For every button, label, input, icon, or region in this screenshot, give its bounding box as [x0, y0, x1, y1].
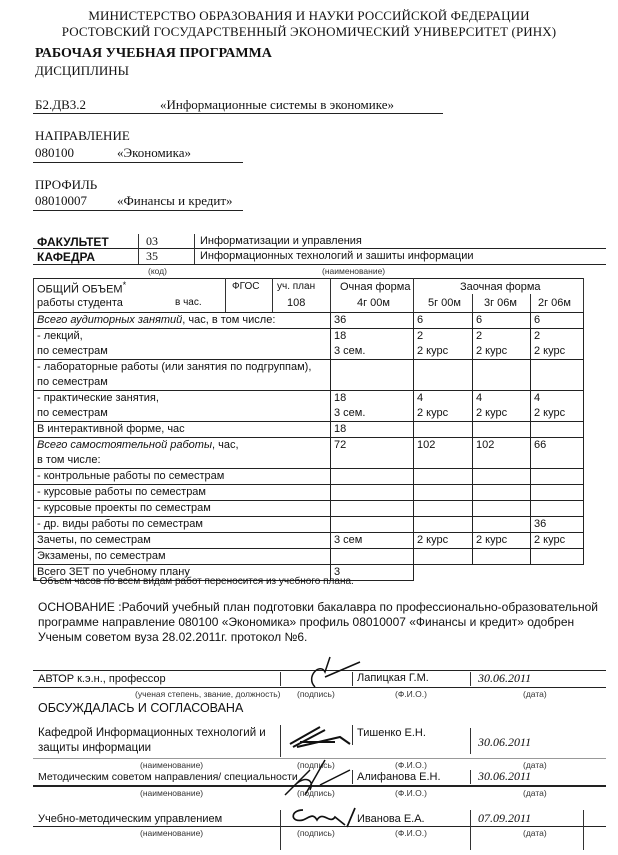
department-name: Информационных технологий и зашиты информации: [200, 250, 474, 262]
cell-value: 4: [417, 392, 424, 404]
value-cell: [473, 469, 531, 485]
cell-value: 6: [417, 314, 424, 326]
value-cell: [531, 313, 584, 329]
cell-value: [534, 469, 580, 484]
value-cell: [414, 517, 473, 533]
value-cell: [531, 360, 584, 391]
row-label-text: - лабораторные работы (или занятия по подгруппам),: [37, 361, 312, 373]
row-label-line: [37, 422, 327, 437]
value-cell: [331, 329, 414, 360]
approval-2-label: Методическим советом направления/ специальности: [38, 771, 298, 783]
cell-value: [417, 453, 469, 468]
cell-value: [334, 375, 410, 390]
name-caption: (наименование): [322, 266, 386, 276]
cell-value: 36: [534, 518, 547, 530]
value-cell: [331, 313, 414, 329]
cell-value: 2 курс: [417, 407, 449, 419]
cell-value: 2 курс: [534, 534, 566, 546]
approval-1-signature: [285, 722, 355, 752]
author-name: Лапицкая Г.М.: [357, 672, 429, 684]
faculty-label: ФАКУЛЬТЕТ: [37, 235, 109, 249]
row-label-text: - лекций,: [37, 330, 83, 342]
row-label-line: [37, 517, 327, 532]
row-label-text: по семестрам: [37, 407, 108, 419]
cell-value: 4: [534, 392, 541, 404]
author-role: АВТОР к.э.н., профессор: [38, 673, 166, 685]
row-label-line: [37, 533, 327, 548]
cell-value: [417, 422, 469, 437]
value-cell: [473, 438, 531, 469]
value-cell: [414, 422, 473, 438]
row-label: [34, 391, 331, 422]
hours-label: в час.: [175, 297, 202, 308]
cell-value: [334, 453, 410, 468]
cell-value: [476, 375, 527, 390]
profile-label: ПРОФИЛЬ: [35, 177, 98, 192]
cell-value: [334, 469, 410, 484]
value-cell: [473, 485, 531, 501]
table-row: [34, 360, 584, 391]
approval-1-date: 30.06.2011: [478, 735, 532, 749]
table-row: [34, 422, 584, 438]
row-label-line: [37, 549, 327, 564]
approval-3-date: 07.09.2011: [478, 811, 532, 825]
cell-value: 102: [417, 439, 436, 451]
approval-1-name-caption: (наименование): [140, 760, 204, 770]
cell-value: [534, 453, 580, 468]
cell-value: [476, 549, 527, 564]
basis-line-1: ОСНОВАНИЕ :Рабочий учебный план подготовки бакалавра по профессионально-образовательной: [38, 600, 599, 614]
approval-2-date: 30.06.2011: [478, 769, 532, 783]
approval-3-sign-caption: (подпись): [297, 828, 335, 838]
value-cell: [473, 517, 531, 533]
table-row: [34, 533, 584, 549]
cell-value: [417, 501, 469, 516]
row-label-line: [37, 438, 327, 453]
cell-value: [334, 517, 410, 532]
cell-value: [534, 422, 580, 437]
table-row: [34, 391, 584, 422]
value-cell: [414, 469, 473, 485]
cell-value: 6: [476, 314, 483, 326]
author-signature: [295, 652, 365, 692]
approval-3-date-caption: (дата): [523, 828, 547, 838]
value-cell: [414, 533, 473, 549]
table-row: [34, 517, 584, 533]
department-label: КАФЕДРА: [37, 250, 96, 264]
department-code: 35: [146, 249, 158, 263]
table-row: [34, 438, 584, 469]
approval-3-name: Иванова Е.А.: [357, 813, 425, 825]
table-row: [34, 313, 584, 329]
fio-caption: (Ф.И.О.): [395, 689, 427, 699]
row-label-line: [37, 360, 327, 375]
approval-2-name-caption: (наименование): [140, 788, 204, 798]
fgos-label: ФГОС: [232, 281, 260, 292]
value-cell: [531, 517, 584, 533]
row-label: [34, 438, 331, 469]
row-label-text: Зачеты, по семестрам: [37, 534, 151, 546]
row-label: [34, 469, 331, 485]
table-row: [34, 501, 584, 517]
value-cell: [531, 533, 584, 549]
row-label-text: - курсовые проекты по семестрам: [37, 502, 211, 514]
approval-1-sign-caption: (подпись): [297, 760, 335, 770]
table-row: [34, 469, 584, 485]
fulltime-term: 4г 00м: [357, 297, 390, 309]
row-label-text: в том числе:: [37, 454, 101, 466]
value-cell: [331, 422, 414, 438]
value-cell: [414, 485, 473, 501]
plan-value: 108: [287, 297, 306, 309]
value-cell: [414, 438, 473, 469]
cell-value: 3 сем.: [334, 407, 366, 419]
value-cell: [473, 501, 531, 517]
cell-value: [534, 360, 580, 375]
profile-code: 08010007: [35, 193, 87, 208]
cell-value: [417, 375, 469, 390]
row-label-line: [37, 501, 327, 516]
row-label: [34, 329, 331, 360]
value-cell: [531, 501, 584, 517]
value-cell: [473, 360, 531, 391]
row-label: [34, 360, 331, 391]
approval-3-signature: [285, 805, 360, 830]
cell-value: 66: [534, 439, 547, 451]
row-label: [34, 533, 331, 549]
cell-value: 3 сем.: [334, 345, 366, 357]
value-cell: [414, 549, 473, 565]
hours-table: [33, 312, 584, 581]
value-cell: [331, 517, 414, 533]
cell-value: [476, 501, 527, 516]
plan-label: уч. план: [277, 281, 316, 292]
row-label-text: по семестрам: [37, 376, 108, 388]
row-label: [34, 422, 331, 438]
table-row: [34, 549, 584, 565]
cell-value: [534, 549, 580, 564]
value-cell: [414, 313, 473, 329]
cell-value: 6: [534, 314, 541, 326]
row-label-line: [37, 313, 327, 328]
value-cell: [473, 549, 531, 565]
sign-caption: (подпись): [297, 689, 335, 699]
row-label-line: [37, 485, 327, 500]
cell-value: 2 курс: [417, 345, 449, 357]
cell-value: 72: [334, 439, 347, 451]
cell-value: [476, 469, 527, 484]
cell-value: [476, 485, 527, 500]
approval-1-date-caption: (дата): [523, 760, 547, 770]
approval-1-label-1: Кафедрой Информационных технологий и: [38, 727, 266, 739]
cell-value: 2 курс: [476, 407, 508, 419]
row-label: [34, 517, 331, 533]
direction-label: НАПРАВЛЕНИЕ: [35, 128, 130, 143]
cell-value: 2 курс: [476, 534, 508, 546]
parttime-term-1: 5г 00м: [428, 297, 461, 309]
value-cell: [473, 391, 531, 422]
discipline-code: Б2.ДВ3.2: [35, 97, 87, 112]
cell-value: 4: [476, 392, 483, 404]
value-cell: [414, 329, 473, 360]
approved-title: ОБСУЖДАЛАСЬ И СОГЛАСОВАНА: [38, 701, 244, 715]
value-cell: [531, 485, 584, 501]
cell-value: [417, 549, 469, 564]
approval-2-fio-caption: (Ф.И.О.): [395, 788, 427, 798]
parttime-term-3: 2г 06м: [538, 297, 571, 309]
value-cell: [331, 360, 414, 391]
cell-value: 2: [476, 330, 483, 342]
cell-value: [476, 422, 527, 437]
approval-2-date-caption: (дата): [523, 788, 547, 798]
value-cell: [331, 485, 414, 501]
author-date: 30.06.2011: [478, 671, 532, 685]
row-label-emphasis: Всего аудиторных занятий: [37, 314, 183, 326]
faculty-code: 03: [146, 234, 158, 248]
approval-1-fio-caption: (Ф.И.О.): [395, 760, 427, 770]
basis-line-3: Ученым советом вуза 28.02.2011г. протокол №6.: [38, 630, 308, 644]
doc-title: РАБОЧАЯ УЧЕБНАЯ ПРОГРАММА: [35, 46, 272, 61]
row-label-text: , час,: [212, 439, 239, 451]
cell-value: [334, 360, 410, 375]
approval-2-sign-caption: (подпись): [297, 788, 335, 798]
value-cell: [331, 391, 414, 422]
fulltime-label: Очная форма: [340, 281, 411, 293]
row-label-text: - контрольные работы по семестрам: [37, 470, 225, 482]
row-label-line: [37, 375, 327, 390]
row-label-emphasis: Всего самостоятельной работы: [37, 439, 213, 451]
cell-value: 2: [534, 330, 541, 342]
cell-value: 18: [334, 330, 347, 342]
row-label-text: В интерактивной форме, час: [37, 423, 185, 435]
direction-name: «Экономика»: [117, 145, 192, 160]
approval-1-name: Тишенко Е.Н.: [357, 727, 426, 739]
row-label-text: - др. виды работы по семестрам: [37, 518, 203, 530]
footnote: * Объем часов по всем видам работ переносится из учебного плана.: [33, 576, 354, 587]
row-label: [34, 485, 331, 501]
cell-value: 2: [417, 330, 424, 342]
row-label: [34, 313, 331, 329]
value-cell: [414, 501, 473, 517]
value-cell: [473, 422, 531, 438]
approval-2-name: Алифанова Е.Н.: [357, 771, 441, 783]
row-label-text: по семестрам: [37, 345, 108, 357]
cell-value: [417, 360, 469, 375]
role-caption: (ученая степень, звание, должность): [135, 689, 281, 699]
cell-value: 3 сем: [334, 534, 363, 546]
row-label-text: , час, в том числе:: [182, 314, 276, 326]
value-cell: [531, 329, 584, 360]
approval-1-label-2: защиты информации: [38, 742, 152, 754]
value-cell: [531, 549, 584, 565]
profile-name: «Финансы и кредит»: [117, 193, 233, 208]
row-label-text: Экзамены, по семестрам: [37, 550, 166, 562]
ministry-line: МИНИСТЕРСТВО ОБРАЗОВАНИЯ И НАУКИ РОССИЙСКОЙ ФЕДЕРАЦИИ: [88, 8, 530, 23]
value-cell: [331, 533, 414, 549]
row-label-text: Всего ЗЕТ по учебному плану: [37, 566, 190, 578]
code-caption: (код): [148, 266, 167, 276]
parttime-label: Заочная форма: [460, 281, 541, 293]
approval-3-name-caption: (наименование): [140, 828, 204, 838]
cell-value: 36: [334, 314, 347, 326]
value-cell: [531, 469, 584, 485]
cell-value: 2 курс: [476, 345, 508, 357]
value-cell: [473, 533, 531, 549]
date-caption: (дата): [523, 689, 547, 699]
value-cell: [531, 422, 584, 438]
cell-value: 2 курс: [534, 345, 566, 357]
parttime-term-2: 3г 06м: [484, 297, 517, 309]
table-row: [34, 485, 584, 501]
row-label-line: [37, 406, 327, 421]
value-cell: [414, 360, 473, 391]
cell-value: [334, 485, 410, 500]
value-cell: [473, 329, 531, 360]
cell-value: [534, 501, 580, 516]
value-cell: [331, 501, 414, 517]
row-label-line: [37, 329, 327, 344]
cell-value: [476, 453, 527, 468]
row-label-line: [37, 469, 327, 484]
row-label-line: [37, 453, 327, 468]
doc-subtitle: ДИСЦИПЛИНЫ: [35, 63, 130, 78]
value-cell: [331, 438, 414, 469]
cell-value: [534, 485, 580, 500]
cell-value: [476, 517, 527, 532]
cell-value: 3: [334, 566, 341, 578]
cell-value: [334, 501, 410, 516]
faculty-name: Информатизации и управления: [200, 235, 362, 247]
cell-value: [417, 469, 469, 484]
cell-value: 2 курс: [417, 534, 449, 546]
approval-3-label: Учебно-методическим управлением: [38, 813, 223, 825]
cell-value: 18: [334, 423, 347, 435]
cell-value: [476, 360, 527, 375]
value-cell: [331, 469, 414, 485]
cell-value: 102: [476, 439, 495, 451]
cell-value: 18: [334, 392, 347, 404]
row-label-line: [37, 344, 327, 359]
cell-value: [334, 549, 410, 564]
value-cell: [531, 391, 584, 422]
cell-value: [534, 375, 580, 390]
discipline-name: «Информационные системы в экономике»: [160, 97, 394, 112]
total-volume-label: ОБЩИЙ ОБЪЕМ*: [37, 280, 127, 296]
row-label-line: [37, 391, 327, 406]
approval-3-fio-caption: (Ф.И.О.): [395, 828, 427, 838]
table-row: [34, 329, 584, 360]
basis-line-2: программе направление 080100 «Экономика» профиль 08010007 «Финансы и кредит» одобрен: [38, 615, 575, 629]
cell-value: 2 курс: [534, 407, 566, 419]
cell-value: [417, 485, 469, 500]
value-cell: [414, 391, 473, 422]
row-label-text: - практические занятия,: [37, 392, 159, 404]
value-cell: [531, 438, 584, 469]
cell-value: [417, 517, 469, 532]
university-line: РОСТОВСКИЙ ГОСУДАРСТВЕННЫЙ ЭКОНОМИЧЕСКИЙ УНИВЕРСИТЕТ (РИНХ): [61, 24, 557, 39]
direction-code: 080100: [35, 145, 74, 160]
value-cell: [473, 313, 531, 329]
row-label: [34, 549, 331, 565]
value-cell: [331, 549, 414, 565]
row-label-text: - курсовые работы по семестрам: [37, 486, 206, 498]
student-work-label: работы студента: [37, 297, 123, 309]
row-label: [34, 501, 331, 517]
